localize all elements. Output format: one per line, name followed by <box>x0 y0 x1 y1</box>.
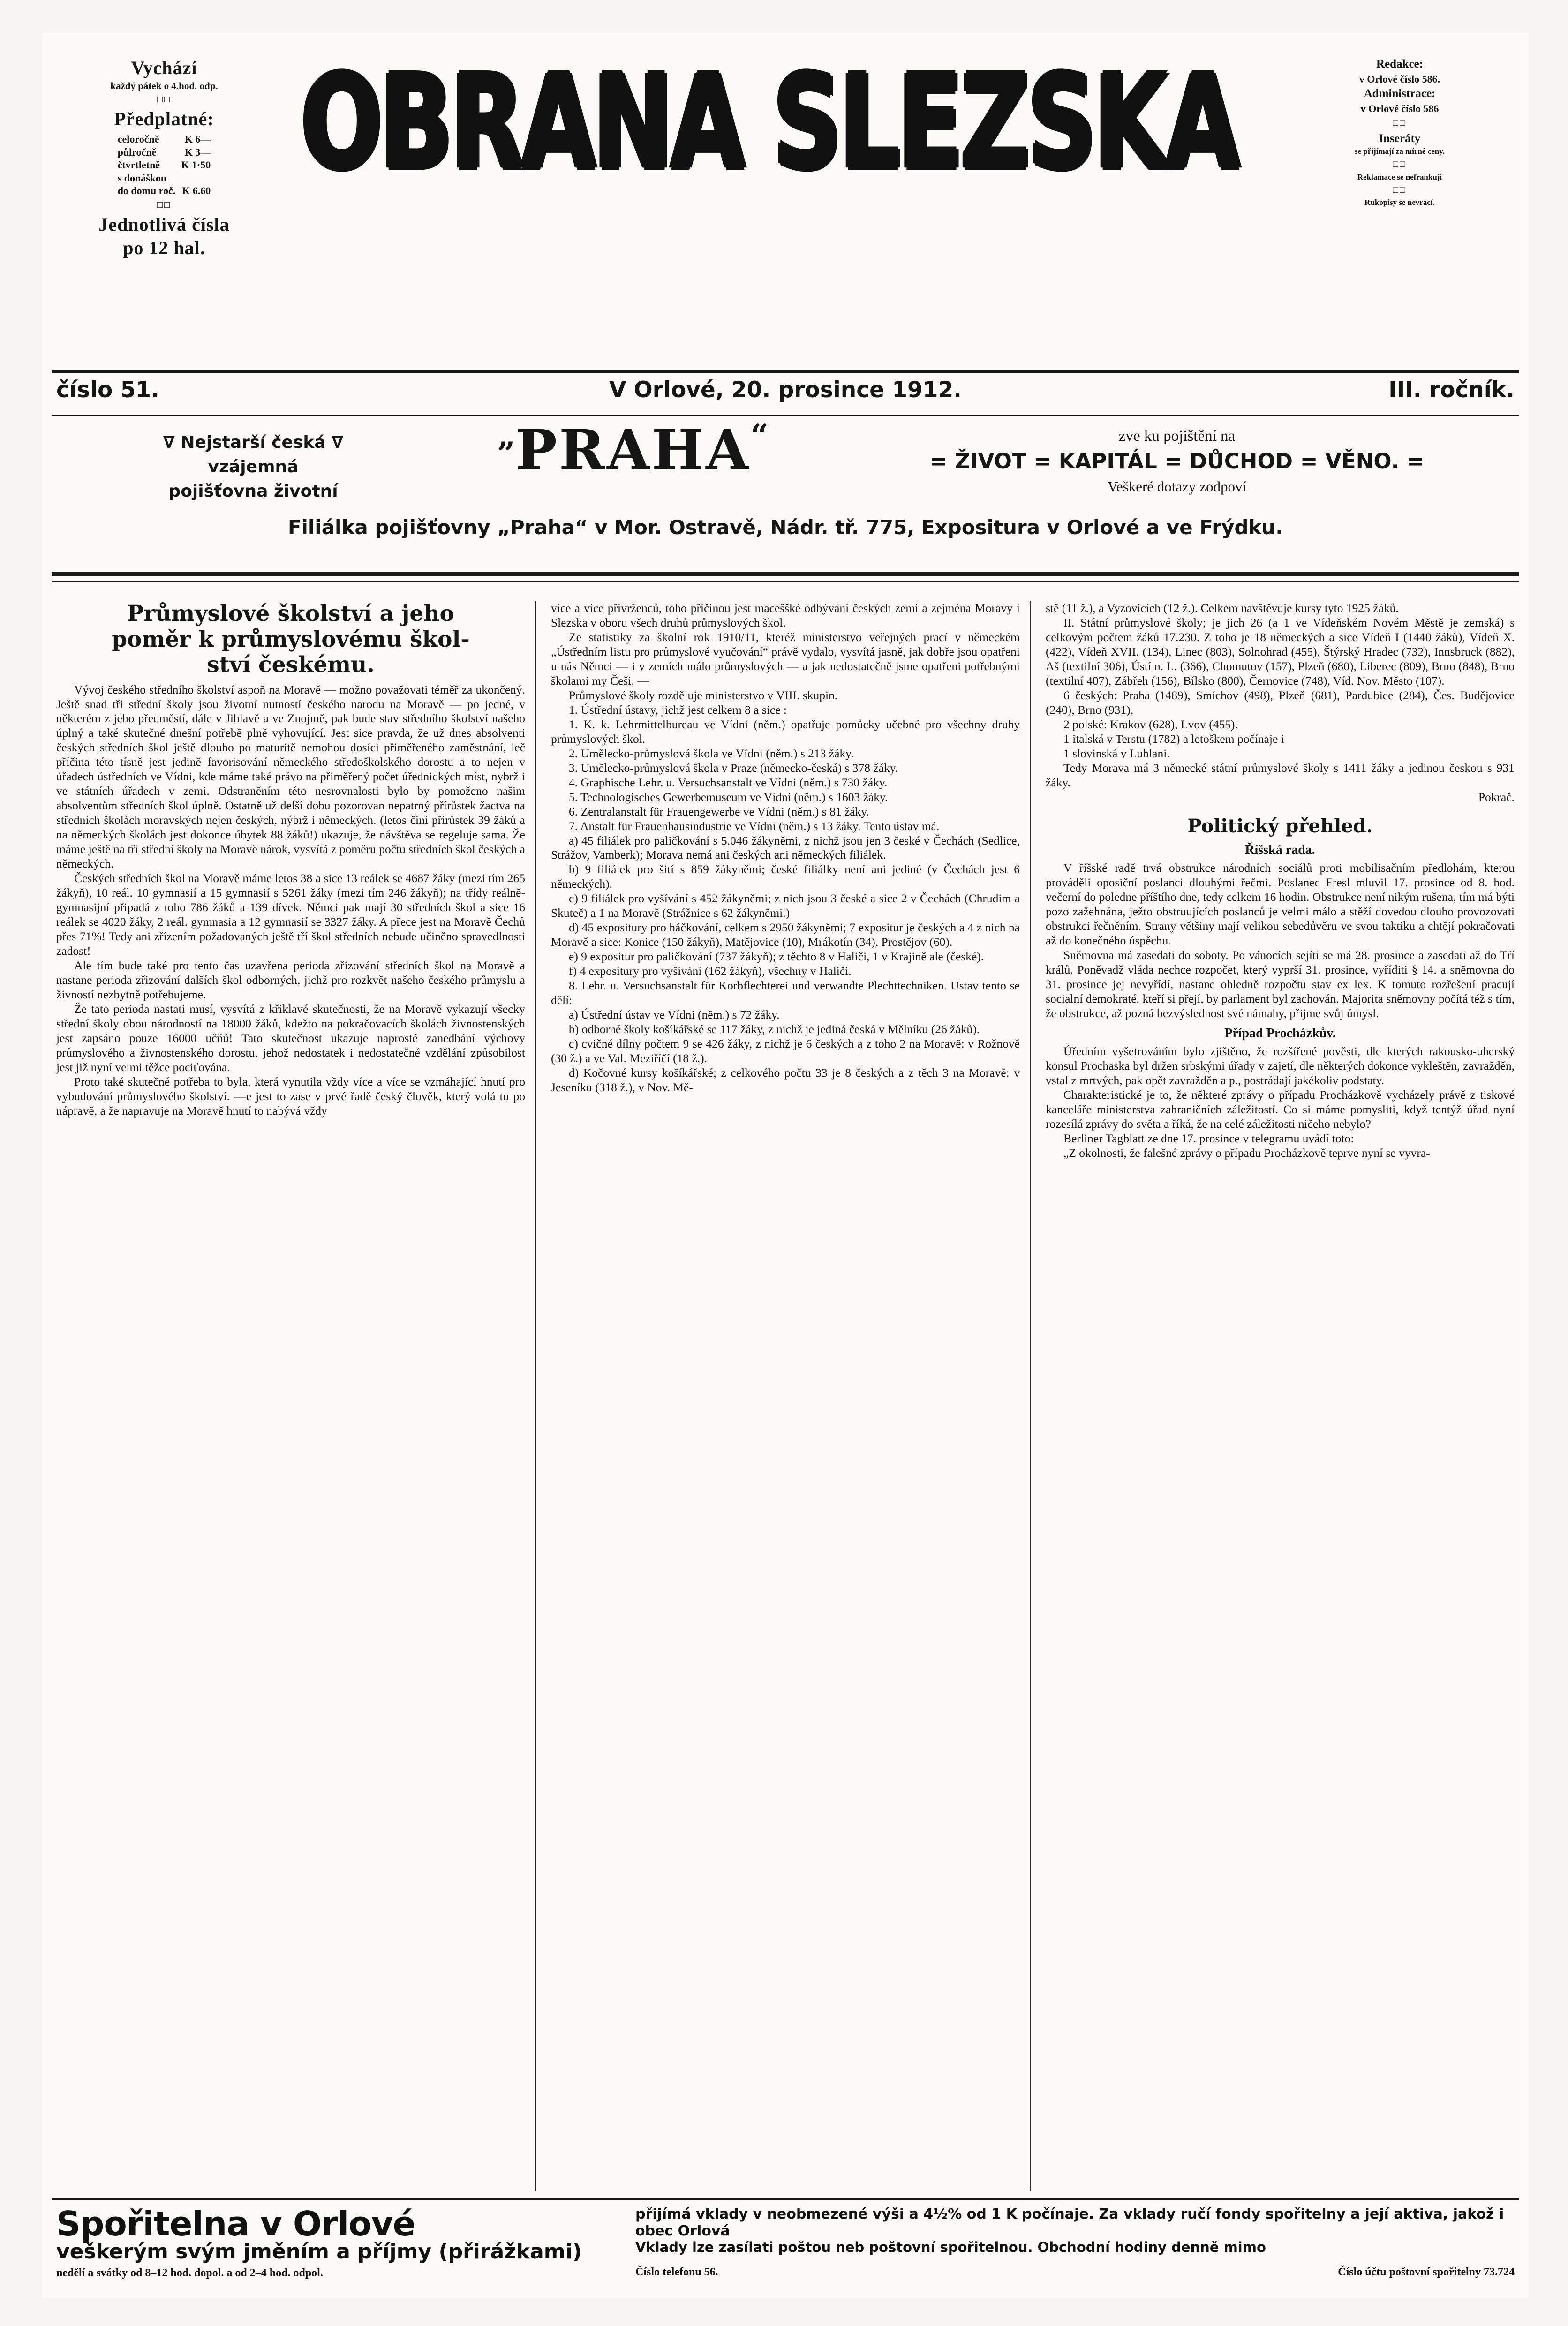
savings-bank-phone: Číslo telefonu 56. <box>635 2266 718 2278</box>
reklamace-note: Reklamace se nefrankují <box>1357 172 1442 181</box>
paragraph: c) cvičné dílny počtem 9 se 426 žáky, z nichž je 6 českých a z toho 2 na Moravě: v Rožnově (30 ž.) a ve Val. Meziříčí (18 ž.). <box>551 1037 1020 1065</box>
article-columns <box>56 601 1515 2196</box>
headline-line-3: ství českému. <box>207 652 375 678</box>
publication-frequency-title: Vychází <box>131 57 197 78</box>
paragraph: Ale tím bude také pro tento čas uzavřena perioda zřizování středních škol na Moravě a nastane perioda zřizování dalších škol odborných, jichž pro rozkvět našeho českého průmyslu a živností nezbytně potřebujeme. <box>56 958 525 1001</box>
paragraph: Že tato perioda nastati musí, vysvítá z křiklavé skutečnosti, že na Moravě vykazují všecky střední školy obou národností na 18000 žáků, kdežto na pokračovacích školách živnostenských jest zapsáno pouze 16000 učňů! Tato skutečnost ukazuje naprosté zanedbání výchovy průmyslového a živnostenského dorostu, jehož nedostatek i nedostatečné vzdělání způsobilost jest již nyní velmi těžce pociťována. <box>56 1002 525 1074</box>
price-value: K 3— <box>184 146 211 158</box>
quote-close: “ <box>750 417 769 454</box>
continuation-note: Pokrač. <box>1478 790 1515 804</box>
savings-bank-name: Spořitelna v Orlové <box>56 2204 415 2243</box>
paragraph: b) odborné školy košíkářské se 117 žáky, z nichž je jediná česká v Mělníku (26 žáků). <box>569 1022 980 1036</box>
ad-left-line1: ∇ Nejstarší česká ∇ <box>163 433 344 452</box>
ad-right-line2: = ŽIVOT = KAPITÁL = DŮCHOD = VĚNO. = <box>929 449 1425 474</box>
ornament-dots-4: □□ <box>1393 159 1407 170</box>
masthead <box>52 42 1519 366</box>
insurance-ad-praha <box>52 417 1519 563</box>
paragraph: V říšské radě trvá obstrukce národních sociálů proti mobilisačním předlohám, kterou prováděli oposiční poslanci dlouhými řečmi. Poslanec Fresl mluvil 17. prosince od 8. hod. večerní do poledne příštího dne, tedy celkem 16 hodin. Obstrukce není nikým rušena, tím má býti pozo zažehnána, ježto obstruujících poslanců je velmi málo a stěží dovedou dlouho provozovati obstrukci řečněním. Strany většiny mají velikou sebedůvěru ve svou taktiku a chtějí pokračovati až do konečného úspěchu. <box>1046 861 1515 948</box>
paragraph: Vývoj českého středního školství aspoň na Moravě — možno považovati téměř za ukončený. Ještě snad tři střední školy jsou životní nutností českého narodu na Moravě — po jedné, v některém z jeho předměstí, dále v Jihlavě a ve Znojmě, pak bude stav středního školství našeho úplný a také skutečné dnešní potřebě plně vyhovující. Jest sice pravda, že už dnes absolventi českých středních škol ještě dlouho po maturitě nemohou dosíci přiměřeného zaměstnání, leč příčina této tísně jest jedině favorisování německého středoškolského dorostu a to nejen v úřadech ústředních ve Vídni, kde máme také právo na přiměřený počet úřednických míst, nybrž i ve státních úřadech v zemi. Odstraněním této nesrovnalosti bylo by pomoženo našim absolventům středních škol úplně. Ostatně už delší dobu pozorovan nepatrný přírůstek žactva na středních školách moravských nejen českých, nýbrž i německých. (letos činí přírůstek 39 žáků a na německých školách jest dokonce úbytek 88 žáků!) ukazuje, že návštěva se regeluje sama. Že máme ještě na tři střední školy na Moravě nárok, vysvítá z poměru počtu středních škol českých a německých. <box>56 682 525 871</box>
savings-bank-hours: Vklady lze zasílati poštou neb poštovní spořitelnou. Obchodní hodiny denně mimo <box>635 2239 1266 2255</box>
redakce-value: v Orlové číslo 586. <box>1359 73 1440 85</box>
ad-right-line3: Veškeré dotazy zodpoví <box>1107 478 1247 495</box>
paragraph: 1 italská v Terstu (1782) a letoškem počínaje i <box>1063 732 1284 746</box>
table-row <box>115 146 214 159</box>
savings-bank-terms: přijímá vklady v neobmezené výši a 4½% od 1 K počínaje. Za vklady ručí fondy spořitelny a její aktiva, jakož i obec Orlová <box>635 2206 1504 2239</box>
table-row <box>115 172 214 185</box>
column-divider-1 <box>535 601 536 2191</box>
paragraph: Českých středních škol na Moravě máme letos 38 a sice 13 reálek se 4687 žáky (mezi tím 265 žákyň), 10 reál. 10 gymnasií a 15 gymnasií s 5261 žáky (mezi tím 246 žákyň); na třídy reálně-gymnasijní připadá z toho 786 žáků a 139 dívek. Němci pak mají 30 středních škol a sice 16 reálek se 4020 žáky, 2 reál. gymnasia a 12 gymnasií se 3327 žáky. A přece jest na Moravě Čechů přes 71%! Tedy ani zřízením požadovaných ještě tří škol středních nebude učiněno spravedlnosti zadost! <box>56 871 525 958</box>
masthead-left-block <box>66 56 263 260</box>
paragraph: stě (11 ž.), a Vyzovicích (12 ž.). Celkem navštěvuje kursy tyto 1925 žáků. <box>1046 601 1399 615</box>
paragraph: 2. Umělecko-průmyslová škola ve Vídni (něm.) s 213 žáky. <box>569 746 854 760</box>
paragraph: d) 45 expositury pro háčkování, celkem s 2950 žákyněmi; 7 expositur je českých a 4 z nich na Moravě a sice: Konice (150 žákyň), Matějovice (10), Mrákotín (34), Prostějov (60). <box>551 921 1020 949</box>
administrace-value: v Orlové číslo 586 <box>1360 103 1439 115</box>
paragraph: 8. Lehr. u. Versuchsanstalt für Korbflechterei und verwandte Plechttechniken. Ustav tento se dělí: <box>551 979 1020 1007</box>
rukopisy-note: Rukopisy se nevrací. <box>1364 198 1435 207</box>
issue-number: číslo 51. <box>56 377 159 403</box>
price-value: K 6— <box>184 133 211 145</box>
table-row <box>115 184 214 197</box>
paragraph: 2 polské: Krakov (628), Lvov (455). <box>1063 717 1238 731</box>
paragraph: 4. Graphische Lehr. u. Versuchsanstalt ve Vídni (něm.) s 730 žáky. <box>569 775 888 789</box>
ad-left-text <box>89 430 417 504</box>
price-label: půlročně <box>117 146 157 158</box>
paragraph: Úředním vyšetrováním bylo zjištěno, že rozšířené pověsti, dle kterých rakousko-uherský konsul Prochaska byl držen srbskými úřady v zajetí, dle některých dokonce vykleštěn, zavražděn, vstal z mrtvých, pak opět zavražděn a p., postrádají jakékoliv podstaty. <box>1046 1044 1515 1087</box>
paragraph: 6. Zentralanstalt für Frauengewerbe ve Vídni (něm.) s 81 žáky. <box>569 804 869 818</box>
article-headline <box>56 601 525 678</box>
paragraph: Berliner Tagblatt ze dne 17. prosince v telegramu uvádí toto: <box>1063 1131 1354 1145</box>
divider-masthead-top <box>52 370 1519 373</box>
price-value: K 1·50 <box>181 159 211 171</box>
newspaper-title-text: OBRANA SLEZSKA <box>301 48 1237 199</box>
ad-brand-name: PRAHA <box>515 417 751 483</box>
administrace-label: Administrace: <box>1364 87 1436 100</box>
paragraph: b) 9 filiálek pro šití s 859 žákyněmi; české filiálky není ani jediné (v Čechách jest 6 německých). <box>551 862 1020 891</box>
inzeraty-note: se přijímají za mírné ceny. <box>1354 147 1445 156</box>
paragraph: 5. Technologisches Gewerbemuseum ve Vídni (něm.) s 1603 žáky. <box>569 790 888 804</box>
quote-open: „ <box>498 417 516 454</box>
ornament-dots-5: □□ <box>1393 185 1407 195</box>
issue-place-date: V Orlové, 20. prosince 1912. <box>609 377 962 403</box>
ad-brand-name-block <box>422 417 844 483</box>
newspaper-title <box>272 48 1266 199</box>
paragraph: 7. Anstalt für Frauenhausindustrie ve Vídni (něm.) s 13 žáky. Tento ústav má. <box>569 819 940 833</box>
single-issue-title: Jednotlivá čísla <box>98 213 230 235</box>
savings-bank-guarantee: veškerým svým jměním a příjmy (přirážkami) <box>56 2240 582 2264</box>
savings-bank-postal-account: Číslo účtu poštovní spořitelny 73.724 <box>1338 2266 1515 2278</box>
issue-line <box>52 375 1519 409</box>
price-label: čtvrtletně <box>117 159 160 171</box>
subsection-heading-pripad-prochazkuv: Případ Procházkův. <box>1224 1026 1336 1041</box>
ornament-dots-3: □□ <box>1393 118 1407 128</box>
ad-right-line1: zve ku pojištění na <box>1118 428 1236 445</box>
ad-right-text <box>849 428 1505 495</box>
paragraph: f) 4 expositury pro vyšívání (162 žákyň), všechny v Haliči. <box>569 964 852 978</box>
paragraph: 6 českých: Praha (1489), Smíchov (498), Plzeň (681), Pardubice (284), Čes. Budějovice (240), Brno (931), <box>1046 688 1515 717</box>
ornament-dots-1: □□ <box>157 94 172 105</box>
paragraph: a) Ústřední ústav ve Vídni (něm.) s 72 žáky. <box>569 1008 780 1022</box>
savings-bank-opening-hours: nedělí a svátky od 8–12 hod. dopol. a od 2–4 hod. odpol. <box>56 2267 323 2279</box>
paragraph: Průmyslové školy rozděluje ministerstvo v VIII. skupin. <box>569 688 838 702</box>
masthead-right-block <box>1289 56 1510 208</box>
paragraph: „Z okolnosti, že falešné zprávy o případu Procházkově teprve nyní se vyvra- <box>1063 1146 1430 1160</box>
headline-line-2: poměr k průmyslovému škol- <box>112 626 470 652</box>
publication-frequency-detail: každý pátek o 4.hod. odp. <box>110 80 218 91</box>
ornament-dots-2: □□ <box>157 199 172 210</box>
issue-volume: III. ročník. <box>1388 377 1515 403</box>
paragraph: 3. Umělecko-průmyslová škola v Praze (německo-česká) s 378 žáky. <box>569 761 898 775</box>
paragraph: II. Státní průmyslové školy; je jich 26 (a 1 ve Vídeňském Novém Městě je zemská) s celkovým počtem žáků 17.230. Z toho je 18 německých a sice Vídeň I (1440 žáků), Vídeň X. (422), Vídeň XVII. (134), Linec (803), Solnohrad (455), Štýrský Hradec (732), Innsbruck (882), Aš (textilní 306), Ústí n. L. (366), Chomutov (157), Plzeň (680), Liberec (809), Brno (848), Brno (textilní 407), Zábřeh (156), Bílsko (800), Černovice (748), Víd. Nov. Město (107). <box>1046 615 1515 687</box>
subscription-price-table <box>115 133 214 197</box>
inzeraty-label: Inseráty <box>1379 132 1421 145</box>
paragraph: d) Kočovné kursy košíkářské; z celkového počtu 33 je 8 českých a z těch 3 na Moravě: v Jeseníku (318 ž.), v Nov. Mě- <box>551 1066 1020 1094</box>
redakce-label: Redakce: <box>1376 58 1423 70</box>
table-row <box>115 159 214 172</box>
price-label: s donáškou <box>117 172 167 184</box>
ad-left-line2: vzájemná <box>208 457 299 477</box>
column-2 <box>551 601 1020 1095</box>
divider-ad-bottom-thick <box>52 572 1519 576</box>
paragraph: e) 9 expositur pro paličkování (737 žákyň); z těchto 8 v Haliči, 1 v Krajině ale (české). <box>569 950 984 964</box>
price-value <box>178 172 213 185</box>
paragraph: Ze statistiky za školní rok 1910/11, kteréž ministerstvo veřejných prací v německém „Ústředním listu pro průmyslové vyučování“ právě vydalo, vysvítá jasně, jak dobře jsou opatřeni u nás Němci — i v zemích málo průmyslových — a jak nedostatečně jsme opatřeni potřebnými školami my Češi. — <box>551 630 1020 687</box>
paragraph: více a více přívrženců, toho příčinou jest maceššké odbývání českých zemí a zejména Moravy i Slezska v oboru všech druhů průmyslových škol. <box>551 601 1020 629</box>
paragraph: Tedy Morava má 3 německé státní průmyslové školy s 1411 žáky a jedinou českou s 931 žáky. <box>1046 761 1515 789</box>
headline-line-1: Průmyslové školství a jeho <box>127 601 454 627</box>
ad-left-line3: pojišťovna životní <box>168 482 338 501</box>
subsection-heading-risska-rada: Říšská rada. <box>1245 843 1315 858</box>
savings-bank-ad <box>52 2204 1519 2288</box>
column-3 <box>1046 601 1515 1161</box>
paragraph: Charakteristické je to, že některé zprávy o případu Procházkově vycházely právě z tiskové kanceláře ministerstva zahraničních záležitostí. Co si máme pomysliti, když tentýž úřad nyní rozesílá zprávy do světa a říká, že na celé záležitosti ničeho nebylo? <box>1046 1087 1515 1131</box>
column-divider-2 <box>1030 601 1031 2191</box>
price-value: K 6.60 <box>182 185 211 197</box>
table-row <box>115 133 214 146</box>
divider-ad-bottom-thin <box>52 581 1519 582</box>
paragraph: Sněmovna má zasedati do soboty. Po vánocích sejíti se má 28. prosince a zasedati až do Tří králů. Poněvadž vláda nechce rozpočet, který vyprší 31. prosince, vyříditi § 14. a sněmovna do 31. prosince jej nevyřídí, nastane ohledně rozpočtu stav ex lex. K tomuto rozřešení pracují socialní demokraté, kteří si přejí, by parlament byl zachován. Majorita sněmovny počítá též s tím, že obstrukce, až pozná bezvýslednost své námahy, přijme svůj úmysl. <box>1046 948 1515 1020</box>
paragraph: 1. K. k. Lehrmittelbureau ve Vídni (něm.) opatřuje pomůcky učebné pro všechny druhy průmyslových škol. <box>551 717 1020 746</box>
column-1 <box>56 601 525 1118</box>
divider-masthead-bottom <box>52 415 1519 416</box>
paragraph: c) 9 filiálek pro vyšívání s 452 žákyněmi; z nich jsou 3 české a sice 2 v Čechách (Chrudim a Skuteč) a 1 na Moravě (Strážnice s 62 žákyněmi.) <box>551 891 1020 920</box>
paragraph: 1. Ústřední ústavy, jichž jest celkem 8 a sice : <box>569 702 787 717</box>
single-issue-price: po 12 hal. <box>123 237 205 258</box>
paragraph: Proto také skutečné potřeba to byla, která vynutila vždy více a více se vzmáhající hnutí pro vybudování průmyslového školství. —e jest to zase v prvé řadě český člověk, který volá tu po nápravě, a že napravuje na Moravě hnutí to nabývá vždy <box>56 1074 525 1118</box>
ad-bottom-line: Filiálka pojišťovny „Praha“ v Mor. Ostravě, Nádr. tř. 775, Expositura v Orlové a ve Frýdku. <box>287 516 1283 539</box>
divider-footer-top <box>52 2198 1519 2200</box>
paragraph: a) 45 filiálek pro paličkování s 5.046 žákyněmi, z nichž jsou jen 3 české v Čechách (Sedlice, Strážov, Vamberk); Morava nemá ani českých ani německých filiálek. <box>551 833 1020 862</box>
price-label: celoročně <box>117 133 159 145</box>
paragraph: 1 slovinská v Lublani. <box>1063 746 1170 760</box>
section-heading-politicky-prehled: Politický přehled. <box>1187 815 1373 837</box>
subscription-title: Předplatné: <box>114 108 214 130</box>
price-label: do domu roč. <box>117 185 176 197</box>
